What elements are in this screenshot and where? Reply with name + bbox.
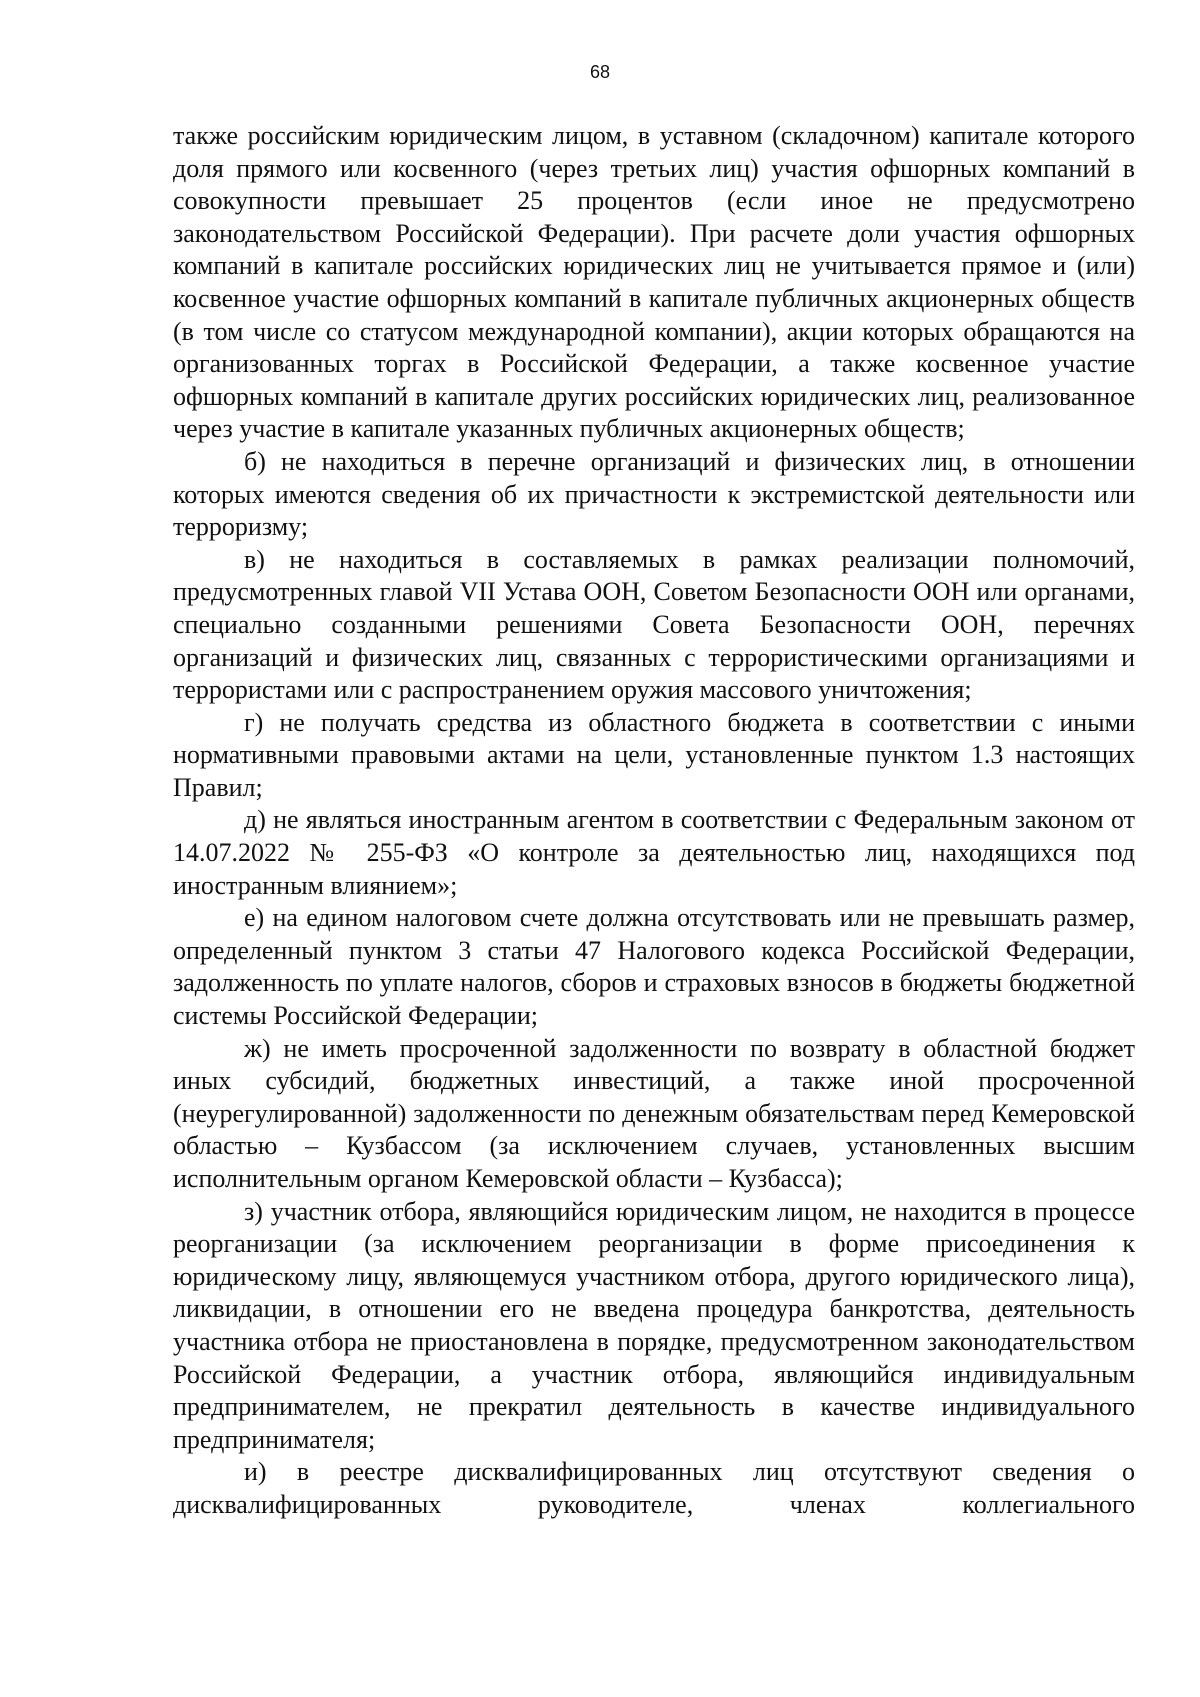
paragraph-item-d: д) не являться иностранным агентом в соответствии с Федеральным законом от 14.07.2022 № 255-ФЗ «О контроле за деятельностью лиц, находящихся под иностранным влиянием»; [173, 805, 1135, 900]
page-number: 68 [589, 62, 611, 82]
paragraph-item-g: г) не получать средства из областного бюджета в соответствии с иными нормативными правовыми актами на цели, установленные пунктом 1.3 настоящих Правил; [173, 707, 1135, 802]
paragraph-item-z: з) участник отбора, являющийся юридическим лицом, не находится в процессе реорганизации (за исключением реорганизации в форме присоединения к юридическому лицу, являющемуся участником отбора, другого юридического лица), ликвидации, в отношении его не введена процедура банкротства, деятельность участника отбора не приостановлена в порядке, предусмотренном законодательством Российской Федерации, а участник отбора, являющийся индивидуальным предпринимателем, не прекратил деятельность в качестве индивидуального предпринимателя; [173, 1196, 1135, 1454]
paragraph-item-e: е) на едином налоговом счете должна отсутствовать или не превышать размер, определенный пунктом 3 статьи 47 Налогового кодекса Российской Федерации, задолженность по уплате налогов, сборов и страховых взносов в бюджеты бюджетной системы Российской Федерации; [173, 903, 1135, 1031]
paragraph-continuation: также российским юридическим лицом, в уставном (складочном) капитале которого доля прямого или косвенного (через третьих лиц) участия офшорных компаний в совокупности превышает 25 процентов (если иное не предусмотрено законодательством Российской Федерации). При расчете доли участия офшорных компаний в капитале российских юридических лиц не учитывается прямое и (или) косвенное участие офшорных компаний в капитале публичных акционерных обществ (в том числе со статусом международной компании), акции которых обращаются на организованных торгах в Российской Федерации, а также косвенное участие офшорных компаний в капитале других российских юридических лиц, реализованное через участие в капитале указанных публичных акционерных обществ; [173, 121, 1135, 444]
paragraph-item-v: в) не находиться в составляемых в рамках реализации полномочий, предусмотренных главой VII Устава ООН, Советом Безопасности ООН или органами, специально созданными решениями Совета Безопасности ООН, перечнях организаций и физических лиц, связанных с террористическими организациями и террористами или с распространением оружия массового уничтожения; [173, 544, 1135, 705]
document-body [173, 120, 1135, 1522]
paragraph-item-b: б) не находиться в перечне организаций и физических лиц, в отношении которых имеются сведения об их причастности к экстремистской деятельности или терроризму; [173, 446, 1135, 542]
paragraph-item-i: и) в реестре дисквалифицированных лиц отсутствуют сведения о дисквалифицированных руководителе, членах коллегиального [173, 1457, 1135, 1519]
paragraph-item-zh: ж) не иметь просроченной задолженности по возврату в областной бюджет иных субсидий, бюджетных инвестиций, а также иной просроченной (неурегулированной) задолженности по денежным обязательствам перед Кемеровской областью – Кузбассом (за исключением случаев, установленных высшим исполнительным органом Кемеровской области – Кузбасса); [173, 1033, 1135, 1193]
